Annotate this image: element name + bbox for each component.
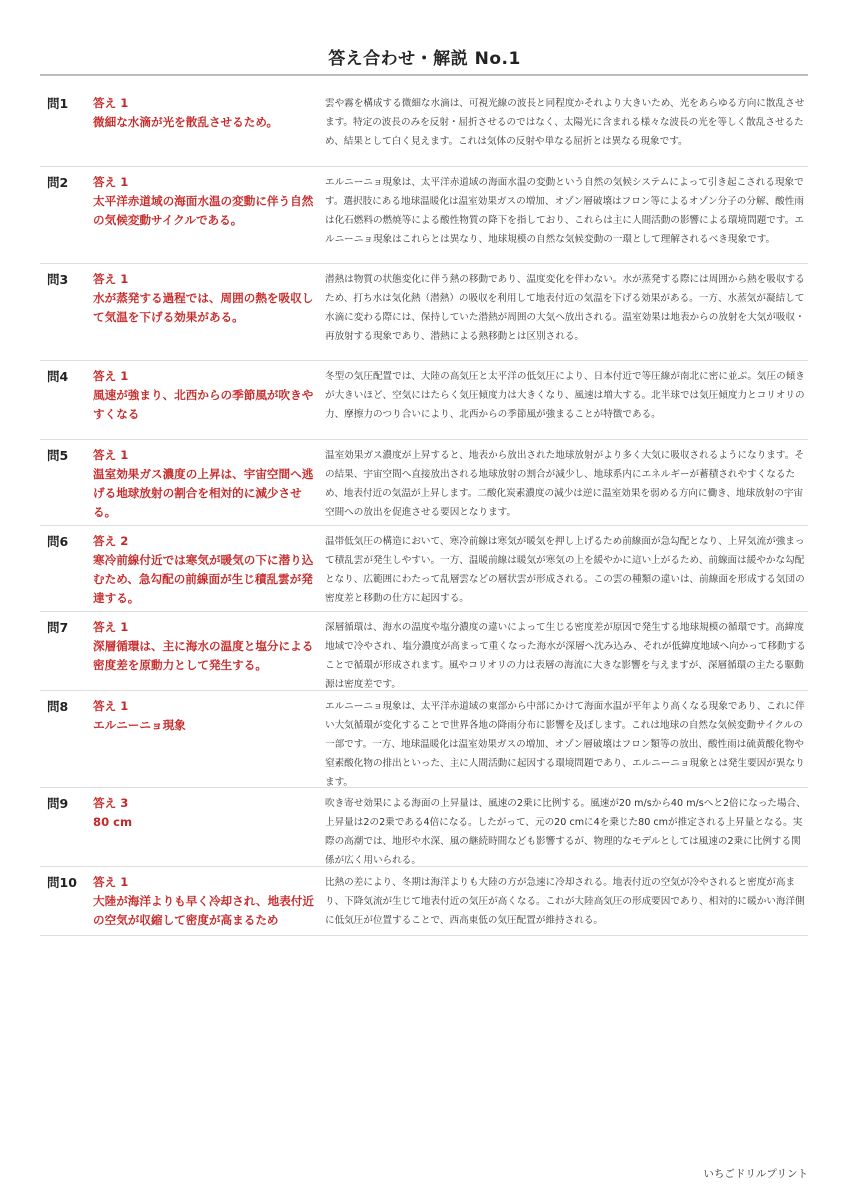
explanation-text: 比熱の差により、冬期は海洋よりも大陸の方が急速に冷却される。地表付近の空気が冷やされると密度が高まり、下降気流が生じて地表付近の気圧が高くなる。これが大陸高気圧の形成要因であり、相対的に暖かい海洋側に低気圧が位置することで、西高東低の気圧配置が維持される。 [325,877,805,926]
answer-row [40,526,808,612]
answer-block [93,794,325,832]
question-number: 問5 [47,448,69,463]
answer-block [93,94,325,132]
answer-text: エルニーニョ現象 [93,718,186,732]
title-divider [40,74,808,76]
explanation-text: 深層循環は、海水の温度や塩分濃度の違いによって生じる密度差が原因で発生する地球規模の循環です。高緯度地域で冷やされ、塩分濃度が高まって重くなった海水が深層へ沈み込み、それが低緯度地域へ向かって移動することで循環が形成されます。風やコリオリの力は表層の海流に大きな影響を与えますが、深層循環の主たる駆動源は密度差です。 [325,622,806,690]
answer-text: 水が蒸発する過程では、周囲の熱を吸収して気温を下げる効果がある。 [93,291,314,324]
answer-row [40,788,808,867]
explanation-text: 雲や霧を構成する微細な水滴は、可視光線の波長と同程度かそれより大きいため、光をあらゆる方向に散乱させます。特定の波長のみを反射・屈折させるのではなく、太陽光に含まれる様々な波長の光を等しく散乱させるため、結果として白く見えます。これは気体の反射や単なる屈折とは異なる現象です。 [325,98,805,147]
answer-row [40,167,808,264]
question-number: 問9 [47,796,69,811]
question-number: 問1 [47,96,69,111]
answer-block [93,873,325,930]
explanation-text: 吹き寄せ効果による海面の上昇量は、風速の2乗に比例する。風速が20 m/sから40 m/sへと2倍になった場合、上昇量は2の2乗である4倍になる。したがって、元の20 cmに4を乗じた80 cmが推定される上昇量となる。実際の高潮では、地形や水深、風の継続時間なども影響するが、物理的なモデルとしては風速の2乗に比例する関係が広く用いられる。 [325,798,806,866]
question-number: 問4 [47,369,69,384]
answer-choice: 答え 1 [93,620,129,634]
answer-block [93,532,325,608]
answer-row [40,691,808,788]
answer-row [40,88,808,167]
question-number: 問6 [47,534,69,549]
answer-row [40,264,808,361]
page-title: 答え合わせ・解説 No.1 [328,49,521,69]
answer-block [93,618,325,675]
question-number: 問3 [47,272,69,287]
answer-block [93,697,325,735]
answer-choice: 答え 1 [93,272,129,286]
answer-choice: 答え 1 [93,699,129,713]
answer-block [93,173,325,230]
answer-choice: 答え 1 [93,369,129,383]
answer-choice: 答え 1 [93,448,129,462]
answer-text: 80 cm [93,815,133,829]
explanation-text: 潜熱は物質の状態変化に伴う熱の移動であり、温度変化を伴わない。水が蒸発する際には周囲から熱を吸収するため、打ち水は気化熱（潜熱）の吸収を利用して地表付近の気温を下げる効果がある。一方、水蒸気が凝結して水滴に変わる際には、保持していた潜熱が周囲の大気へ放出される。温室効果は地表からの放射を大気が吸収・再放射する現象であり、潜熱による熱移動とは区別される。 [325,274,805,342]
footer-brand: いちごドリルプリント [703,1168,808,1180]
answer-text: 微細な水滴が光を散乱させるため。 [93,115,279,129]
answer-row [40,361,808,440]
answer-text: 太平洋赤道域の海面水温の変動に伴う自然の気候変動サイクルである。 [93,194,314,227]
answer-text: 寒冷前線付近では寒気が暖気の下に潜り込むため、急勾配の前線面が生じ積乱雲が発達する。 [93,553,314,605]
answer-row [40,867,808,936]
explanation-text: 温帯低気圧の構造において、寒冷前線は寒気が暖気を押し上げるため前線面が急勾配となり、上昇気流が強まって積乱雲が発生しやすい。一方、温暖前線は暖気が寒気の上を緩やかに這い上がるため、前線面は緩やかな勾配となり、広範囲にわたって乱層雲などの層状雲が形成される。この雲の種類の違いは、前線面を形成する気団の密度差と移動の仕方に起因する。 [325,536,805,604]
question-number: 問7 [47,620,69,635]
answer-text: 深層循環は、主に海水の温度と塩分による密度差を原動力として発生する。 [93,639,314,672]
question-number: 問10 [47,875,77,890]
answer-choice: 答え 1 [93,175,129,189]
answer-block [93,270,325,327]
answer-text: 大陸が海洋よりも早く冷却され、地表付近の空気が収縮して密度が高まるため [93,894,314,927]
answer-row [40,440,808,526]
answer-row [40,612,808,691]
explanation-text: エルニーニョ現象は、太平洋赤道域の海面水温の変動という自然の気候システムによって引き起こされる現象です。選択肢にある地球温暖化は温室効果ガスの増加、オゾン層破壊はフロン等によるオゾン分子の分解、酸性雨は化石燃料の燃焼等による酸性物質の降下を指しており、これらは主に人間活動の影響による環境問題です。エルニーニョ現象はこれらとは異なり、地球規模の自然な気候変動の一環として理解されるべき現象です。 [325,177,804,245]
question-number: 問8 [47,699,69,714]
explanation-text: 温室効果ガス濃度が上昇すると、地表から放出された地球放射がより多く大気に吸収されるようになります。その結果、宇宙空間へ直接放出される地球放射の割合が減少し、地球系内にエネルギーが蓄積されやすくなるため、地表付近の気温が上昇します。二酸化炭素濃度の減少は逆に温室効果を弱める方向に働き、地球放射の宇宙空間への放出を促進させる要因となります。 [325,450,804,518]
answer-block [93,446,325,522]
answer-choice: 答え 3 [93,796,129,810]
answer-choice: 答え 1 [93,875,129,889]
explanation-text: 冬型の気圧配置では、大陸の高気圧と太平洋の低気圧により、日本付近で等圧線が南北に密に並ぶ。気圧の傾きが大きいほど、空気にはたらく気圧傾度力は大きくなり、風速は増大する。北半球では気圧傾度力とコリオリの力、摩擦力のつり合いにより、北西からの季節風が強まることが特徴である。 [325,371,805,420]
explanation-text: エルニーニョ現象は、太平洋赤道域の東部から中部にかけて海面水温が平年より高くなる現象であり、これに伴い大気循環が変化することで世界各地の降雨分布に影響を及ぼします。これは地球の自然な気候変動サイクルの一部です。一方、地球温暖化は温室効果ガスの増加、オゾン層破壊はフロン類等の放出、酸性雨は硫黄酸化物や窒素酸化物の排出といった、主に人間活動に起因する環境問題であり、エルニーニョ現象とは発生要因が異なります。 [325,701,805,788]
answer-choice: 答え 1 [93,96,129,110]
answer-text: 風速が強まり、北西からの季節風が吹きやすくなる [93,388,314,421]
answer-text: 温室効果ガス濃度の上昇は、宇宙空間へ逃げる地球放射の割合を相対的に減少させる。 [93,467,314,519]
question-number: 問2 [47,175,69,190]
answer-block [93,367,325,424]
answer-choice: 答え 2 [93,534,129,548]
answer-list [40,88,808,936]
